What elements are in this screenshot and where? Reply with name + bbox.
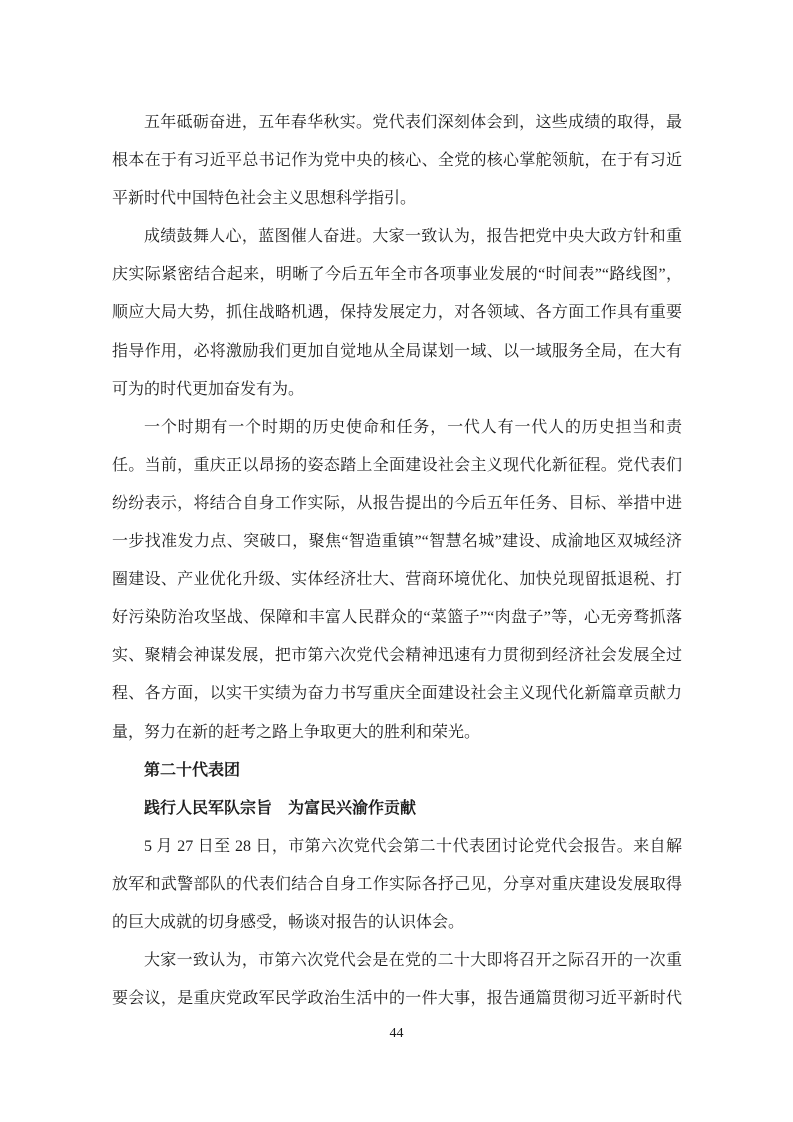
paragraph-blueprint-guidance: 成绩鼓舞人心，蓝图催人奋进。大家一致认为，报告把党中央大政方针和重庆实际紧密结合起来，明晰了今后五年全市各项事业发展的“时间表”“路线图”，顺应大局大势，抓住战略机遇，保持发展定力，对各领域、各方面工作具有重要指导作用，必将激励我们更加自觉地从全局谋划一域、以一域服务全局，在大有可为的时代更加奋发有为。 xyxy=(112,228,682,398)
paragraph-consensus-continued: 大家一致认为，市第六次党代会是在党的二十大即将召开之际召开的一次重要会议，是重庆党政军民学政治生活中的一件大事，报告通篇贯彻习近平新时代 xyxy=(112,952,682,1008)
delegation-section-heading: 第二十代表团 xyxy=(144,761,241,779)
page-number: 44 xyxy=(389,1026,404,1041)
paragraph-achievements-core: 五年砥砺奋进，五年春华秋实。党代表们深刻体会到，这些成绩的取得，最根本在于有习近平总书记作为党中央的核心、全党的核心掌舵领航，在于有习近平新时代中国特色社会主义思想科学指引。 xyxy=(112,114,682,208)
article-title-heading: 践行人民军队宗旨 为富民兴渝作贡献 xyxy=(144,799,417,817)
paragraph-mission-tasks: 一个时期有一个时期的历史使命和任务，一代人有一代人的历史担当和责任。当前，重庆正以昂扬的姿态踏上全面建设社会主义现代化新征程。党代表们纷纷表示，将结合自身工作实际，从报告提出的今后五年任务、目标、举措中进一步找准发力点、突破口，聚焦“智造重镇”“智慧名城”建设、成渝地区双城经济圈建设、产业优化升级、实体经济壮大、营商环境优化、加快兑现留抵退税、打好污染防治攻坚战、保障和丰富人民群众的“菜篮子”“肉盘子”等，心无旁骛抓落实、聚精会神谋发展，把市第六次党代会精神迅速有力贯彻到经济社会发展全过程、各方面，以实干实绩为奋力书写重庆全面建设社会主义现代化新篇章贡献力量，努力在新的赶考之路上争取更大的胜利和荣光。 xyxy=(112,418,682,741)
paragraph-delegation-discussion: 5 月 27 日至 28 日，市第六次党代会第二十代表团讨论党代会报告。来自解放军和武警部队的代表们结合自身工作实际各抒己见，分享对重庆建设发展取得的巨大成就的切身感受，畅谈对报告的认识体会。 xyxy=(112,837,682,931)
document-body xyxy=(112,104,682,1018)
